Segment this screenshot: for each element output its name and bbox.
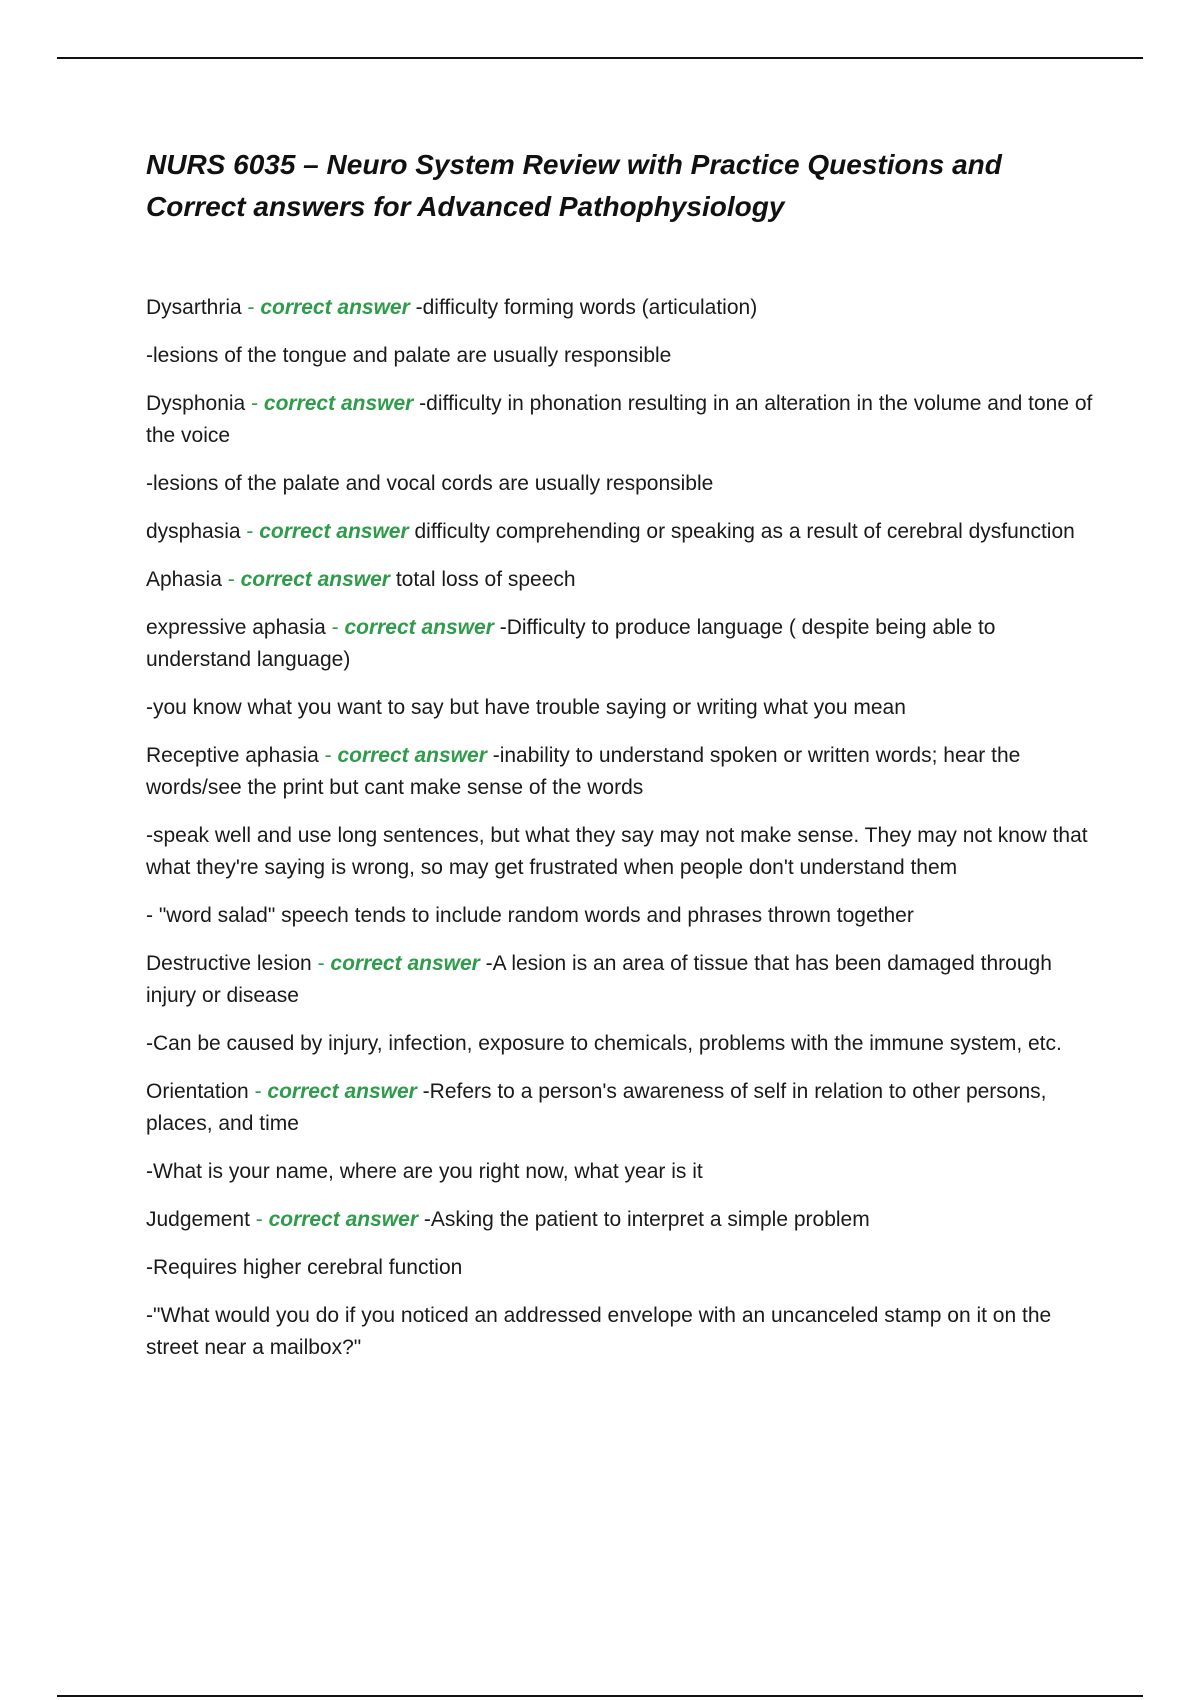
document-body bbox=[146, 292, 1096, 1380]
correct-answer-label: correct answer bbox=[263, 392, 414, 415]
entry-dysphonia bbox=[146, 388, 1096, 452]
answer-separator: - bbox=[245, 392, 264, 415]
entry-note: -Can be caused by injury, infection, exposure to chemicals, problems with the immune system, etc. bbox=[146, 1032, 1062, 1055]
entry-note: - "word salad" speech tends to include random words and phrases thrown together bbox=[146, 904, 914, 927]
entry-term: Judgement bbox=[146, 1208, 250, 1231]
page-title: NURS 6035 – Neuro System Review with Practice Questions and Correct answers for Advanced Pathophysiology bbox=[146, 149, 1002, 222]
entry-expressive-aphasia bbox=[146, 612, 1096, 676]
answer-separator: - bbox=[318, 744, 338, 767]
entry-receptive-aphasia bbox=[146, 740, 1096, 804]
correct-answer-label: correct answer bbox=[330, 952, 480, 975]
correct-answer-label: correct answer bbox=[267, 1080, 417, 1103]
entry-note: -lesions of the tongue and palate are usually responsible bbox=[146, 344, 672, 367]
correct-answer-label: correct answer bbox=[259, 520, 409, 543]
entry-definition: -difficulty forming words (articulation) bbox=[409, 296, 758, 319]
entry-definition: -Difficulty to produce language ( despite being able to understand language) bbox=[146, 616, 996, 671]
answer-separator: - bbox=[311, 952, 331, 975]
top-divider bbox=[57, 57, 1143, 59]
entry-definition: difficulty comprehending or speaking as a result of cerebral dysfunction bbox=[408, 520, 1075, 543]
correct-answer-label: correct answer bbox=[337, 744, 487, 767]
entry-dysarthria bbox=[146, 292, 1096, 324]
entry-definition: -Refers to a person's awareness of self in relation to other persons, places, and time bbox=[146, 1080, 1047, 1135]
entry-orientation bbox=[146, 1076, 1096, 1140]
entry-note: -lesions of the palate and vocal cords are usually responsible bbox=[146, 472, 714, 495]
answer-separator: - bbox=[221, 568, 241, 591]
entry-term: Receptive aphasia bbox=[146, 744, 319, 767]
correct-answer-label: correct answer bbox=[260, 296, 410, 319]
entry-note: -speak well and use long sentences, but what they say may not make sense. They may not know that what they're saying is wrong, so may get frustrated when people don't understand them bbox=[146, 824, 1088, 879]
answer-separator: - bbox=[248, 1080, 268, 1103]
entry-destructive-lesion bbox=[146, 948, 1096, 1012]
entry-definition: -A lesion is an area of tissue that has been damaged through injury or disease bbox=[146, 952, 1052, 1007]
entry-note: -you know what you want to say but have trouble saying or writing what you mean bbox=[146, 696, 906, 719]
entry-definition: -inability to understand spoken or written words; hear the words/see the print but cant make sense of the words bbox=[146, 744, 1021, 799]
entry-aphasia bbox=[146, 564, 1096, 596]
entry-term: Orientation bbox=[146, 1080, 249, 1103]
entry-term: Dysarthria bbox=[146, 296, 242, 319]
entry-note: -Requires higher cerebral function bbox=[146, 1256, 463, 1279]
answer-separator: - bbox=[325, 616, 345, 639]
entry-note: -What is your name, where are you right now, what year is it bbox=[146, 1160, 703, 1183]
entry-term: Aphasia bbox=[146, 568, 222, 591]
entry-term: Dysphonia bbox=[146, 392, 246, 415]
entry-definition: -difficulty in phonation resulting in an alteration in the volume and tone of the voice bbox=[146, 392, 1093, 447]
entry-note: -"What would you do if you noticed an addressed envelope with an uncanceled stamp on it on the street near a mailbox?" bbox=[146, 1304, 1052, 1359]
answer-separator: - bbox=[249, 1208, 269, 1231]
correct-answer-label: correct answer bbox=[240, 568, 390, 591]
entry-judgement bbox=[146, 1204, 1096, 1236]
entry-definition: -Asking the patient to interpret a simple problem bbox=[418, 1208, 870, 1231]
entry-term: Destructive lesion bbox=[146, 952, 312, 975]
entry-definition: total loss of speech bbox=[389, 568, 576, 591]
correct-answer-label: correct answer bbox=[268, 1208, 418, 1231]
correct-answer-label: correct answer bbox=[344, 616, 494, 639]
bottom-divider bbox=[57, 1695, 1143, 1697]
entry-term: expressive aphasia bbox=[146, 616, 326, 639]
answer-separator: - bbox=[241, 296, 261, 319]
answer-separator: - bbox=[240, 520, 260, 543]
entry-dysphasia bbox=[146, 516, 1096, 548]
entry-term: dysphasia bbox=[146, 520, 241, 543]
